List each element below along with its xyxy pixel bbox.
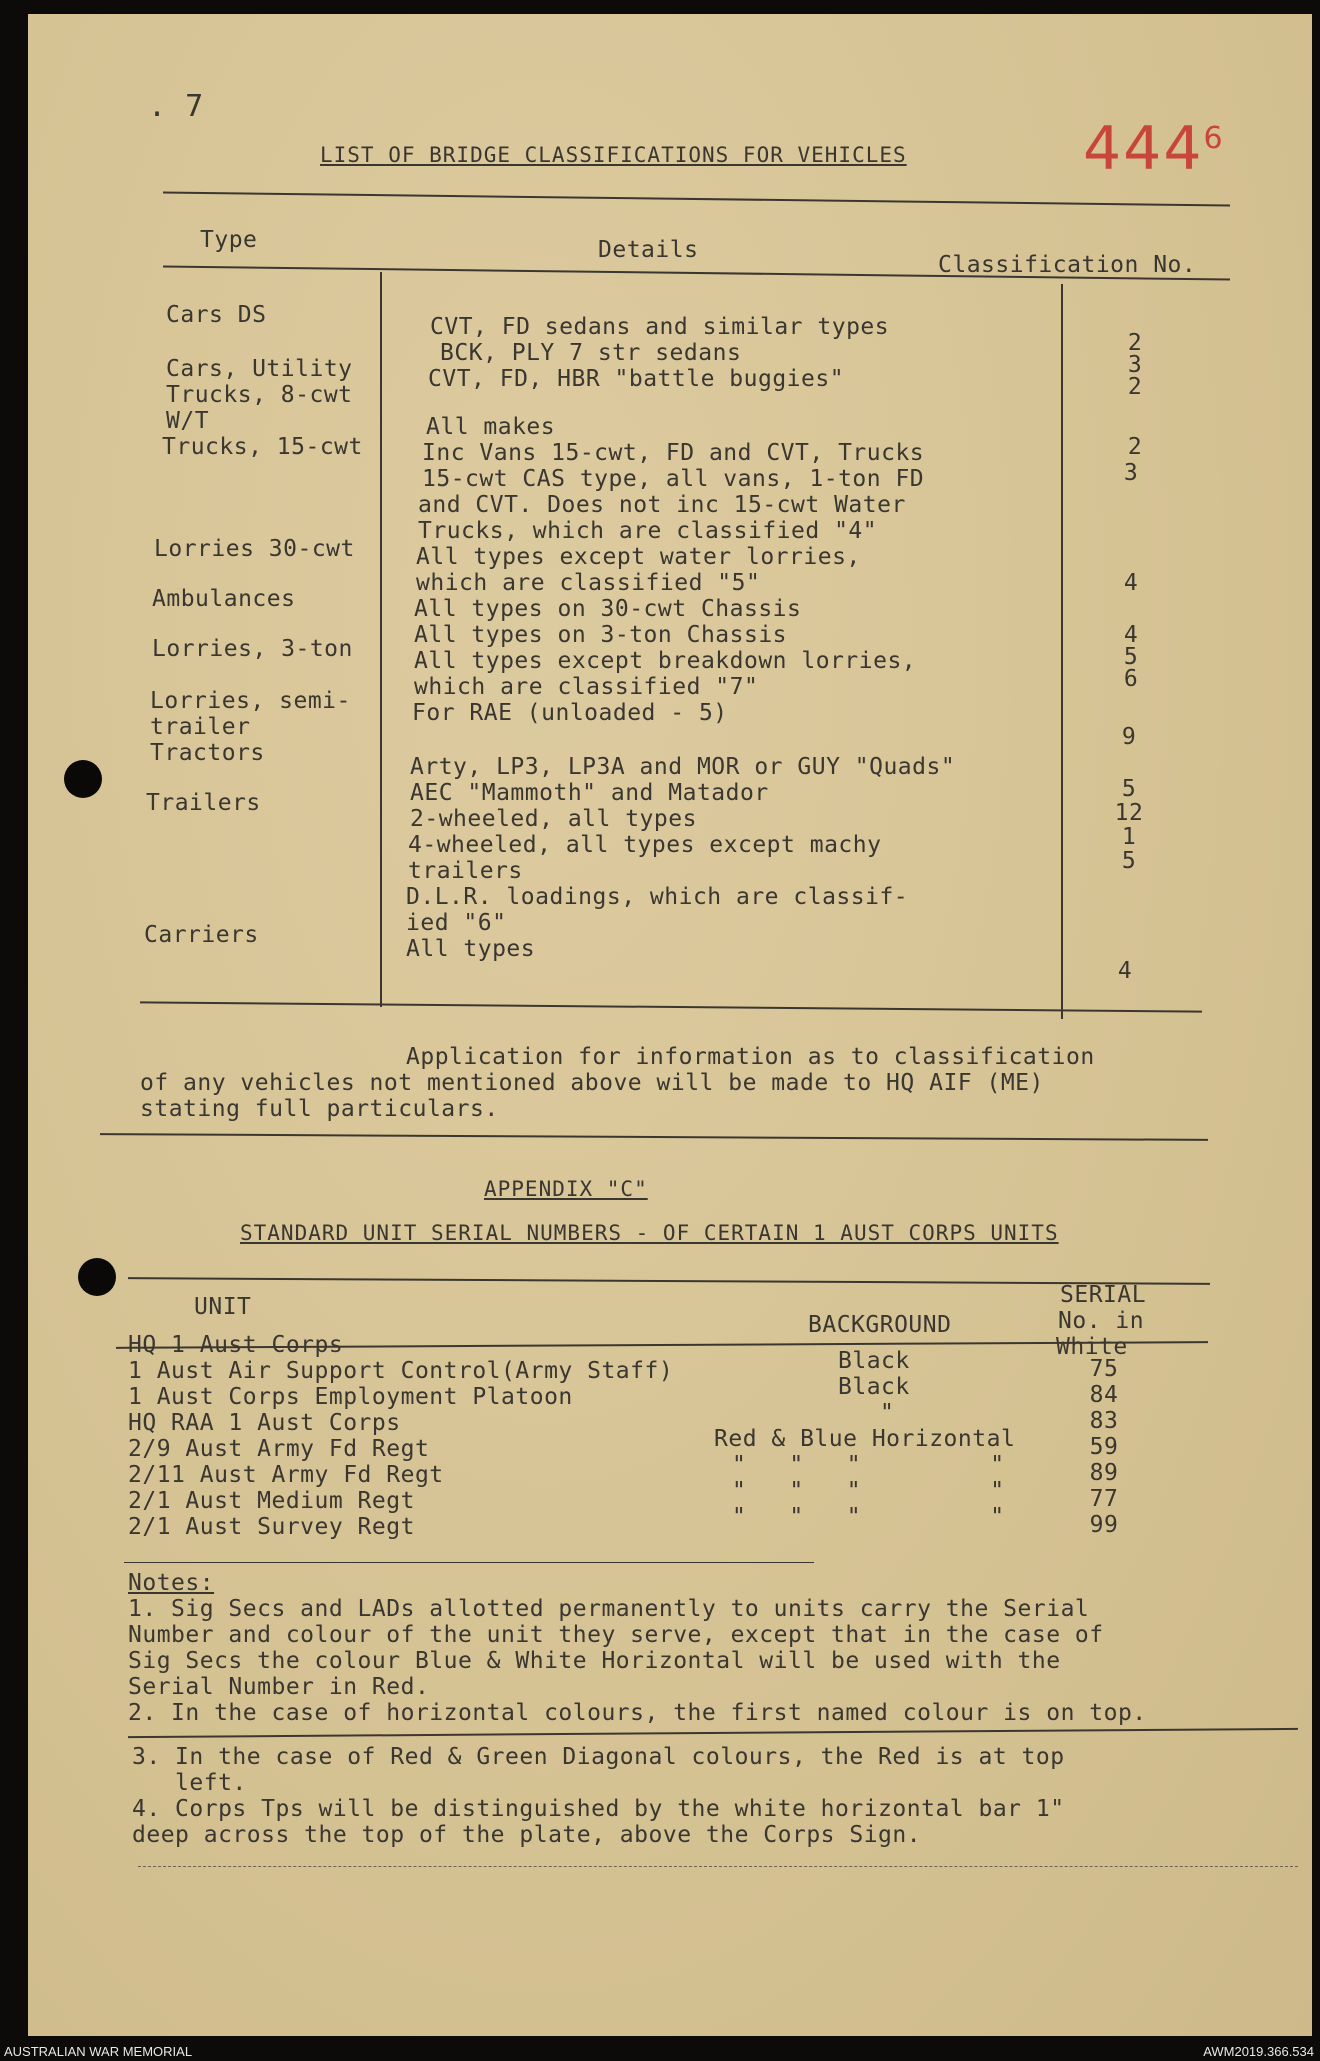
details-cell: All makes [426, 414, 556, 440]
header-background: BACKGROUND [808, 1312, 952, 1338]
details-cell: and CVT. Does not inc 15-cwt Water [418, 492, 906, 518]
header-type: Type [200, 227, 258, 253]
note-line: 3. In the case of Red & Green Diagonal colours, the Red is at top [132, 1744, 1065, 1770]
serial-cell: 84 [1089, 1382, 1119, 1408]
classification-cell: 12 [1114, 800, 1144, 826]
unit-cell: 1 Aust Air Support Control(Army Staff) [128, 1358, 674, 1384]
footer-reference: AWM2019.366.534 [1203, 2044, 1314, 2059]
table-rule [124, 1562, 814, 1563]
details-cell: CVT, FD sedans and similar types [430, 314, 890, 340]
details-cell: All types on 30-cwt Chassis [414, 596, 802, 622]
unit-cell: HQ RAA 1 Aust Corps [128, 1410, 401, 1436]
serial-table-title: STANDARD UNIT SERIAL NUMBERS - OF CERTAIN 1 AUST CORPS UNITS [240, 1221, 1059, 1245]
application-note-line: Application for information as to classification [406, 1044, 1095, 1070]
classification-cell: 5 [1121, 848, 1137, 874]
details-cell: 2-wheeled, all types [410, 806, 697, 832]
fold-line [138, 1866, 1298, 1867]
table-rule [163, 191, 1230, 206]
unit-cell: HQ 1 Aust Corps [128, 1332, 344, 1358]
unit-cell: 2/11 Aust Army Fd Regt [128, 1462, 444, 1488]
note-line: 4. Corps Tps will be distinguished by the white horizontal bar 1" [132, 1796, 1065, 1822]
classification-cell: 4 [1123, 570, 1139, 596]
background-cell: Black [838, 1374, 910, 1400]
header-serial: No. in [1058, 1308, 1145, 1334]
table-column-rule [380, 272, 382, 1007]
note-line: left. [132, 1770, 247, 1796]
serial-cell: 89 [1089, 1460, 1119, 1486]
notes-heading: Notes: [128, 1570, 215, 1596]
note-line: 1. Sig Secs and LADs allotted permanently to units carry the Serial [128, 1596, 1090, 1622]
table-rule [128, 1277, 1210, 1285]
type-cell: Tractors [150, 740, 265, 766]
serial-cell: 83 [1089, 1408, 1119, 1434]
type-cell: Cars, Utility [166, 356, 353, 382]
classification-cell: 3 [1123, 460, 1139, 486]
type-cell: Ambulances [152, 586, 296, 612]
unit-cell: 2/9 Aust Army Fd Regt [128, 1436, 430, 1462]
section-divider [128, 1728, 1298, 1738]
classification-cell: 5 [1121, 776, 1137, 802]
classification-cell: 1 [1121, 824, 1137, 850]
serial-cell: 59 [1089, 1434, 1119, 1460]
punch-hole [78, 1258, 116, 1296]
type-cell: Trucks, 8-cwt [166, 382, 353, 408]
details-cell: AEC "Mammoth" and Matador [410, 780, 769, 806]
details-cell: Inc Vans 15-cwt, FD and CVT, Trucks [422, 440, 925, 466]
stray-mark: . 7 [148, 89, 204, 124]
classification-cell: 3 [1127, 352, 1143, 378]
header-unit: UNIT [194, 1294, 252, 1320]
footer-credit: AUSTRALIAN WAR MEMORIAL [4, 2044, 193, 2059]
type-cell: Lorries, semi- [150, 688, 351, 714]
serial-cell: 99 [1089, 1512, 1119, 1538]
background-cell: " " " " [732, 1452, 1005, 1478]
classification-cell: 2 [1127, 330, 1143, 356]
background-cell: " " " " [732, 1504, 1005, 1530]
details-cell: D.L.R. loadings, which are classif- [406, 884, 909, 910]
classification-cell: 4 [1117, 958, 1133, 984]
details-cell: trailers [408, 858, 523, 884]
note-line: Sig Secs the colour Blue & White Horizontal will be used with the [128, 1648, 1061, 1674]
details-cell: which are classified "5" [416, 570, 761, 596]
note-line: Number and colour of the unit they serve, except that in the case of [128, 1622, 1104, 1648]
application-note-line: stating full particulars. [140, 1096, 499, 1122]
details-cell: Arty, LP3, LP3A and MOR or GUY "Quads" [410, 754, 956, 780]
details-cell: CVT, FD, HBR "battle buggies" [428, 366, 845, 392]
header-classification: Classification No. [938, 252, 1197, 278]
appendix-title: APPENDIX "C" [484, 1177, 648, 1201]
classification-cell: 2 [1127, 434, 1143, 460]
background-cell: " [880, 1400, 895, 1426]
type-cell: Trucks, 15-cwt [162, 434, 363, 460]
details-cell: 4-wheeled, all types except machy [408, 832, 882, 858]
note-line: 2. In the case of horizontal colours, the first named colour is on top. [128, 1700, 1147, 1726]
details-cell: BCK, PLY 7 str sedans [440, 340, 742, 366]
unit-cell: 1 Aust Corps Employment Platoon [128, 1384, 573, 1410]
header-details: Details [598, 237, 699, 263]
section-divider [100, 1133, 1208, 1141]
classification-cell: 4 [1123, 622, 1139, 648]
punch-hole [64, 760, 102, 798]
type-cell: Lorries 30-cwt [154, 536, 355, 562]
classification-cell: 6 [1123, 666, 1139, 692]
details-cell: For RAE (unloaded - 5) [412, 700, 728, 726]
details-cell: All types [406, 936, 536, 962]
note-line: deep across the top of the plate, above the Corps Sign. [132, 1822, 922, 1848]
unit-cell: 2/1 Aust Medium Regt [128, 1488, 415, 1514]
type-cell: trailer [150, 714, 251, 740]
background-cell: Black [838, 1348, 910, 1374]
details-cell: All types except water lorries, [416, 544, 861, 570]
details-cell: All types on 3-ton Chassis [414, 622, 788, 648]
details-cell: which are classified "7" [414, 674, 759, 700]
unit-cell: 2/1 Aust Survey Regt [128, 1514, 415, 1540]
details-cell: 15-cwt CAS type, all vans, 1-ton FD [422, 466, 925, 492]
background-cell: " " " " [732, 1478, 1005, 1504]
classification-cell: 2 [1127, 374, 1143, 400]
type-cell: Cars DS [166, 302, 267, 328]
serial-cell: 75 [1089, 1356, 1119, 1382]
header-serial: White [1056, 1334, 1128, 1360]
type-cell: Trailers [146, 790, 261, 816]
classification-cell: 5 [1123, 644, 1139, 670]
document-page [28, 14, 1312, 2036]
type-cell: W/T [166, 408, 210, 434]
handwritten-page-number: $444^6$ [1083, 114, 1225, 184]
note-line: Serial Number in Red. [128, 1674, 430, 1700]
classification-cell: 9 [1121, 724, 1137, 750]
details-cell: All types except breakdown lorries, [414, 648, 917, 674]
details-cell: Trucks, which are classified "4" [418, 518, 878, 544]
details-cell: ied "6" [406, 910, 507, 936]
document-title: LIST OF BRIDGE CLASSIFICATIONS FOR VEHICLES [320, 143, 907, 167]
serial-cell: 77 [1089, 1486, 1119, 1512]
type-cell: Lorries, 3-ton [152, 636, 353, 662]
table-rule [140, 1001, 1202, 1012]
type-cell: Carriers [144, 922, 259, 948]
background-cell: Red & Blue Horizontal [714, 1426, 1016, 1452]
application-note-line: of any vehicles not mentioned above will be made to HQ AIF (ME) [140, 1070, 1044, 1096]
table-column-rule [1061, 284, 1063, 1019]
header-serial: SERIAL [1060, 1282, 1147, 1308]
